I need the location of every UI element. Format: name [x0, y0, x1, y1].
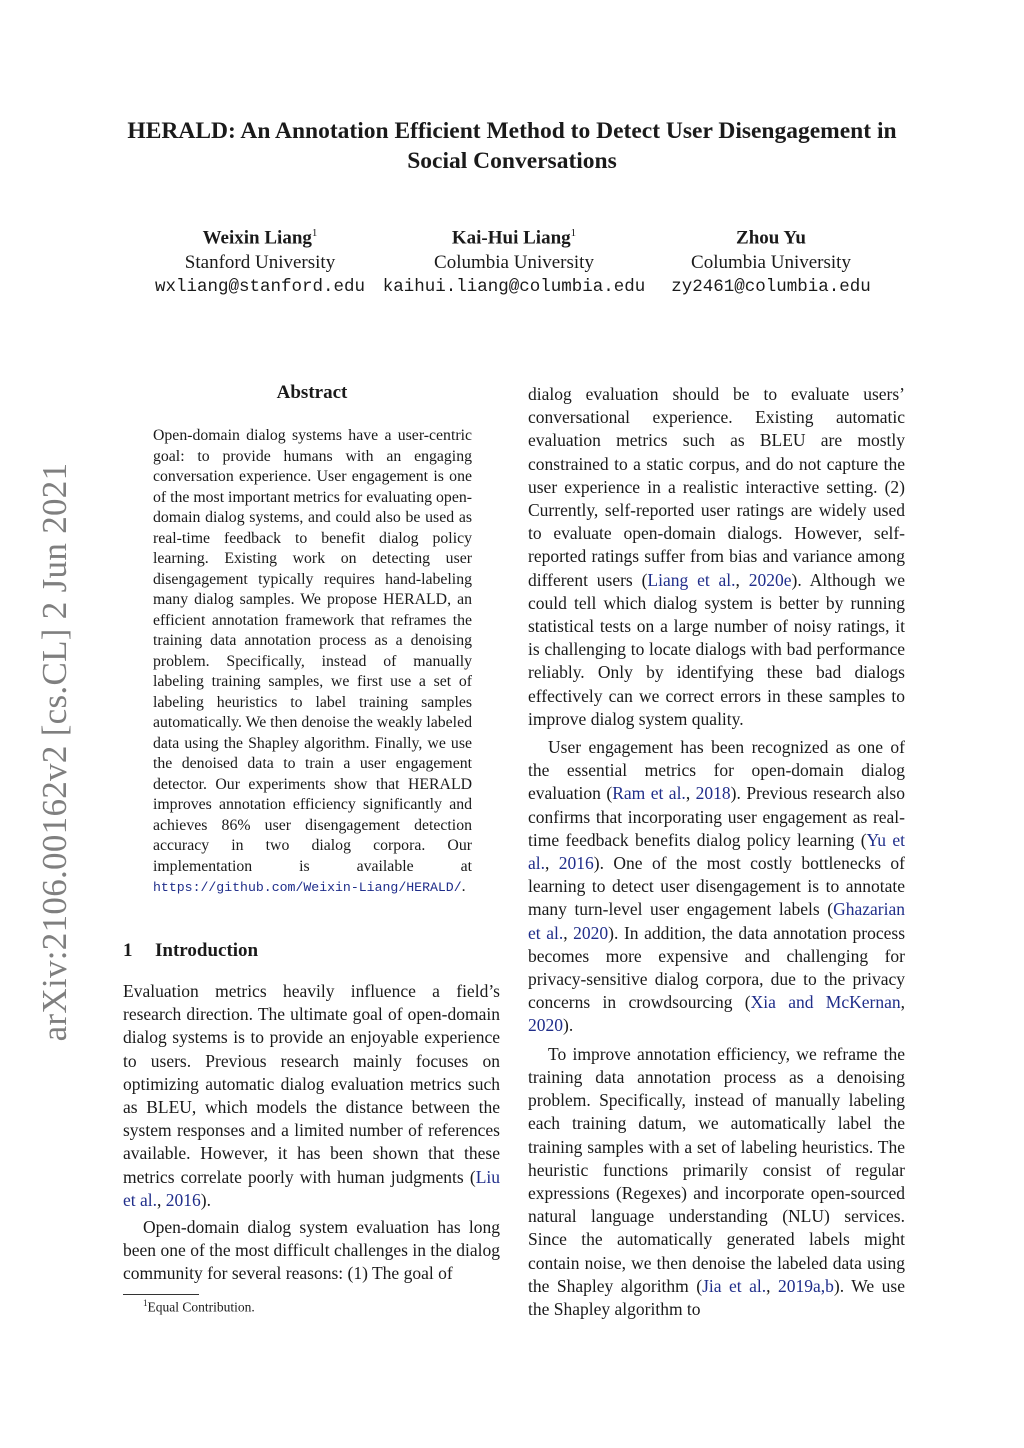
author-block	[140, 221, 380, 300]
abstract-heading: Abstract	[276, 382, 348, 403]
paragraph: dialog evaluation should be to evaluate users’ conversational experience. Existing automatic evaluation metrics such as BLEU are mostly constrained to a static corpus, and do not capture the user experience in a realistic interactive setting. (2) Currently, self-reported user ratings are widely used to evaluate open-domain dialogs. However, self-reported ratings suffer from bias and variance among different users (Liang et al., 2020e). Although we could tell which dialog system is better by running statistical tests on a large number of noisy ratings, it is challenging to locate dialogs with bad performance reliably. Only by identifying these bad dialogs effectively can we correct errors in these samples to improve dialog system quality.	[528, 384, 905, 729]
author-name: Kai-Hui Liang$^1$	[451, 227, 577, 249]
author-block	[376, 221, 652, 300]
citation-link[interactable]: 2018	[695, 783, 731, 804]
citation-link[interactable]: Ghazarian et al.	[528, 899, 905, 943]
right-column	[528, 383, 905, 1321]
section-number: 1	[123, 940, 133, 961]
citation-link[interactable]: 2020	[573, 922, 609, 943]
author-affiliation: Columbia University	[691, 251, 851, 273]
footnote: $^1$Equal Contribution.	[143, 1298, 255, 1315]
author-email[interactable]: zy2461@columbia.edu	[671, 277, 871, 298]
paper-title: HERALD: An Annotation Efficient Method to Detect User Disengagement in Social Conversations	[127, 118, 897, 174]
paragraph: To improve annotation efficiency, we reframe the training data annotation process as a denoising problem. Specifically, instead of manually labeling each training datum, we automatically label the training samples with a set of labeling heuristics. The heuristic functions primarily consist of regular expressions (Regexes) and incorporate open-sourced natural language understanding (NLU) services. Since the automatically generated labels might contain noise, we then denoise the labeled data using the Shapley algorithm (Jia et al., 2019a,b). We use the Shapley algorithm to	[528, 1043, 905, 1319]
paragraph: Open-domain dialog system evaluation has long been one of the most difficult challenges in the dialog community for several reasons: (1) The goal of	[123, 1217, 500, 1284]
author-name: Weixin Liang$^1$	[202, 227, 318, 249]
paragraph: User engagement has been recognized as one of the essential metrics for open-domain dialog evaluation (Ram et al., 2018). Previous research also confirms that incorporating user engagement as real-time feedback benefits dialog policy learning (Yu et al., 2016). One of the most costly bottlenecks of learning to detect user disengagement is to annotate many turn-level user engagement labels (Ghazarian et al., 2020). In addition, the data annotation process becomes more expensive and challenging for privacy-sensitive dialog corpora, due to the privacy concerns in crowdsourcing (Xia and McKernan, 2020).	[528, 737, 906, 1036]
author-email[interactable]: kaihui.liang@columbia.edu	[382, 277, 646, 298]
citation-link[interactable]: 2016	[165, 1189, 201, 1210]
citation-link[interactable]: Jia et al.	[702, 1275, 767, 1296]
author-affiliation: Columbia University	[434, 251, 594, 273]
citation-link[interactable]: 2020	[528, 1015, 563, 1036]
author-affiliation: Stanford University	[184, 251, 336, 273]
footnote-mark: 1	[143, 1298, 148, 1308]
citation-link[interactable]: Yu et al.	[528, 829, 905, 874]
author-block	[660, 221, 882, 300]
code-repo-link[interactable]: https://github.com/Weixin-Liang/HERALD/	[153, 880, 462, 895]
footnote-divider	[123, 1294, 199, 1295]
section-title: Introduction	[155, 940, 259, 961]
footnote-mark: 1	[311, 227, 318, 239]
section-heading-introduction	[123, 940, 258, 962]
citation-link[interactable]: Ram et al.	[612, 783, 686, 804]
paragraph: Evaluation metrics heavily influence a field’s research direction. The ultimate goal of open-domain dialog systems is to provide an enjoyable experience to users. Previous research mainly focuses on optimizing automatic dialog evaluation metrics such as BLEU, which models the distance between the system responses and a limited number of references available. However, it has been shown that these metrics correlate poorly with human judgments (Liu et al., 2016).	[123, 981, 500, 1210]
abstract-text: Open-domain dialog systems have a user-centric goal: to provide humans with an engaging conversation experience. User engagement is one of the most important metrics for evaluating open-domain dialog systems, and could also be used as real-time feedback to benefit dialog policy learning. Existing work on detecting user disengagement typically requires hand-labeling many dialog samples. We propose HERALD, an efficient annotation framework that reframes the training data annotation process as a denoising problem. Specifically, instead of manually labeling training samples, we first use a set of labeling heuristics to label training samples automatically. We then denoise the weakly labeled data using the Shapley algorithm. Finally, we use the denoised data to train a user engagement detector. Our experiments show that HERALD improves annotation efficiency significantly and achieves 86% user disengagement detection accuracy in two dialog corpora. Our implementation is available at https://github.com/Weixin-Liang/HERALD/.	[153, 427, 472, 895]
author-name: Zhou Yu	[736, 227, 806, 249]
left-column	[123, 980, 500, 1286]
citation-link[interactable]: 2020e	[748, 569, 792, 590]
arxiv-stamp: arXiv:2106.00162v2 [cs.CL] 2 Jun 2021	[35, 462, 74, 1042]
citation-link[interactable]: Liu et al.	[123, 1166, 500, 1210]
author-email[interactable]: wxliang@stanford.edu	[154, 277, 366, 298]
footnote-mark: 1	[570, 227, 577, 239]
citation-link[interactable]: 2016	[558, 853, 594, 874]
citation-link[interactable]: 2019a,b	[778, 1275, 834, 1296]
citation-link[interactable]: Liang et al.	[647, 569, 736, 590]
citation-link[interactable]: Xia and McKernan	[750, 992, 901, 1013]
